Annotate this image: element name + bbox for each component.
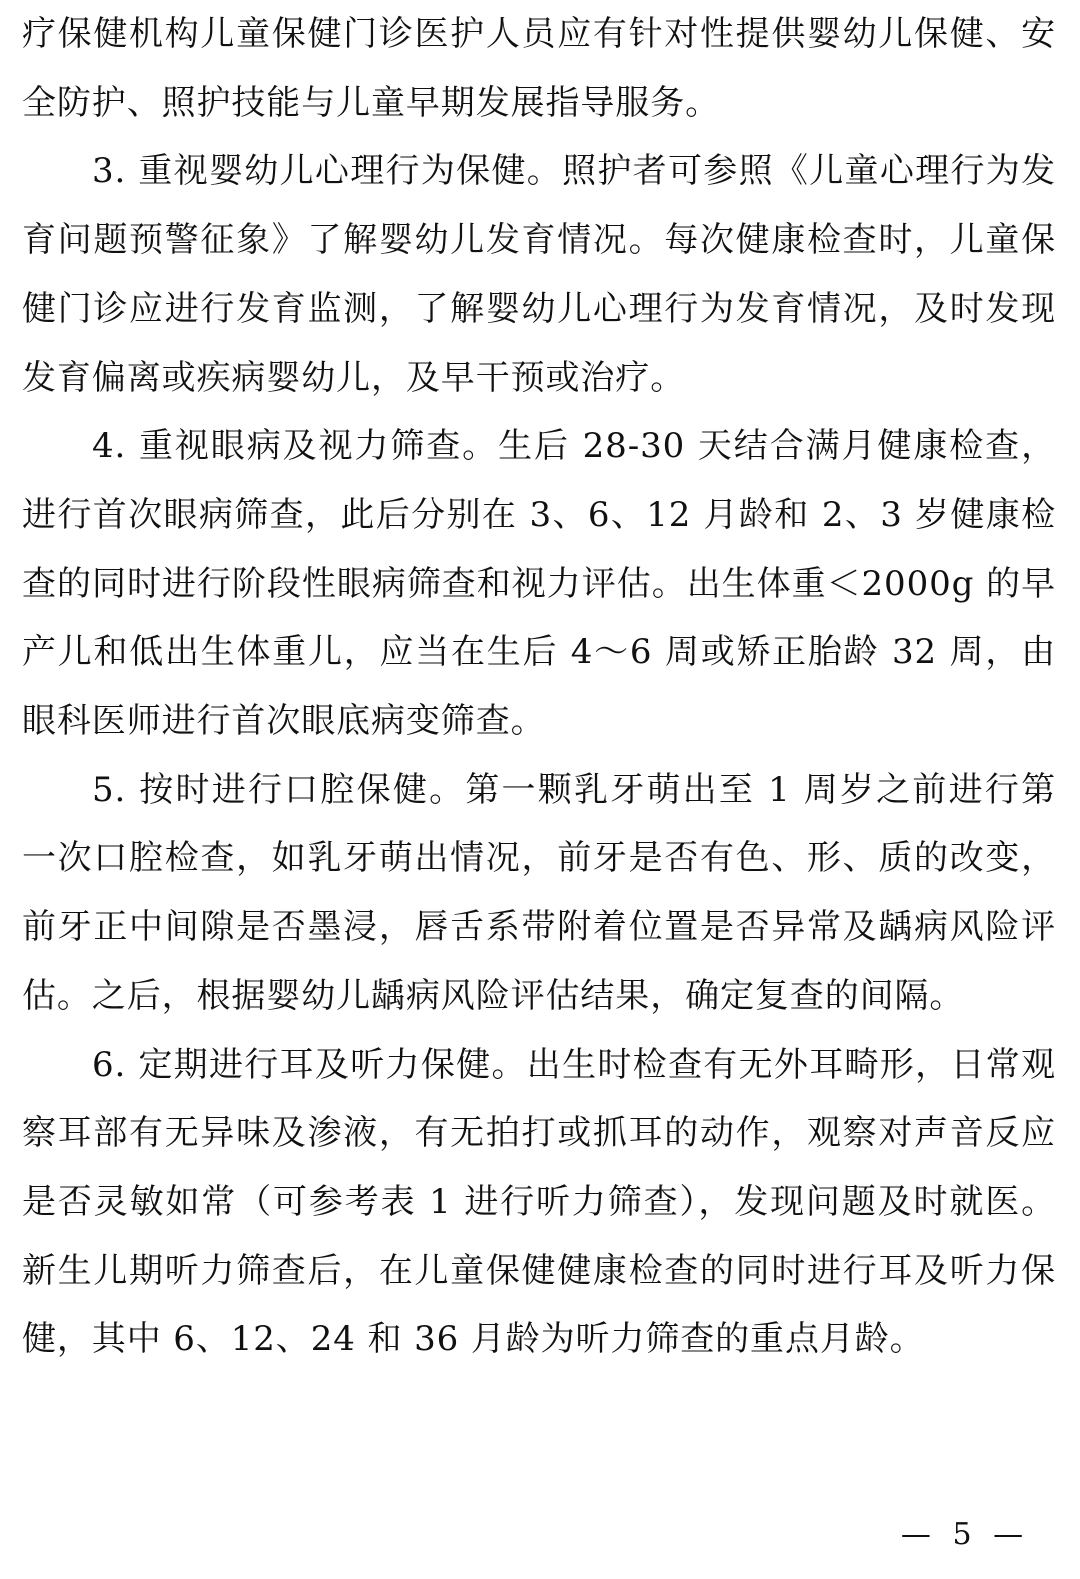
document-body <box>22 0 1056 1374</box>
page-number: — 5 — <box>900 1517 1030 1552</box>
paragraph-continuation: 疗保健机构儿童保健门诊医护人员应有针对性提供婴幼儿保健、安全防护、照护技能与儿童早期发展指导服务。 <box>22 14 1056 123</box>
paragraph-item-5-oral-health: 5. 按时进行口腔保健。第一颗乳牙萌出至 1 周岁之前进行第一次口腔检查，如乳牙萌出情况，前牙是否有色、形、质的改变，前牙正中间隙是否墨浸，唇舌系带附着位置是否异常及龋病风险评估。之后，根据婴幼儿龋病风险评估结果，确定复查的间隔。 <box>22 769 1056 1016</box>
paragraph-item-3-psychological-health: 3. 重视婴幼儿心理行为保健。照护者可参照《儿童心理行为发育问题预警征象》了解婴幼儿发育情况。每次健康检查时，儿童保健门诊应进行发育监测，了解婴幼儿心理行为发育情况，及时发现发育偏离或疾病婴幼儿，及早干预或治疗。 <box>22 151 1056 398</box>
paragraph-item-4-eye-screening: 4. 重视眼病及视力筛查。生后 28-30 天结合满月健康检查，进行首次眼病筛查，此后分别在 3、6、12 月龄和 2、3 岁健康检查的同时进行阶段性眼病筛查和视力评估。出生体重＜2000g 的早产儿和低出生体重儿，应当在生后 4～6 周或矫正胎龄 32 周，由眼科医师进行首次眼底病变筛查。 <box>22 426 1056 742</box>
paragraph-item-6-hearing-health: 6. 定期进行耳及听力保健。出生时检查有无外耳畸形，日常观察耳部有无异味及渗液，有无拍打或抓耳的动作，观察对声音反应是否灵敏如常（可参考表 1 进行听力筛查），发现问题及时就医。新生儿期听力筛查后，在儿童保健健康检查的同时进行耳及听力保健，其中 6、12、24 和 36 月龄为听力筛查的重点月龄。 <box>22 1044 1056 1360</box>
